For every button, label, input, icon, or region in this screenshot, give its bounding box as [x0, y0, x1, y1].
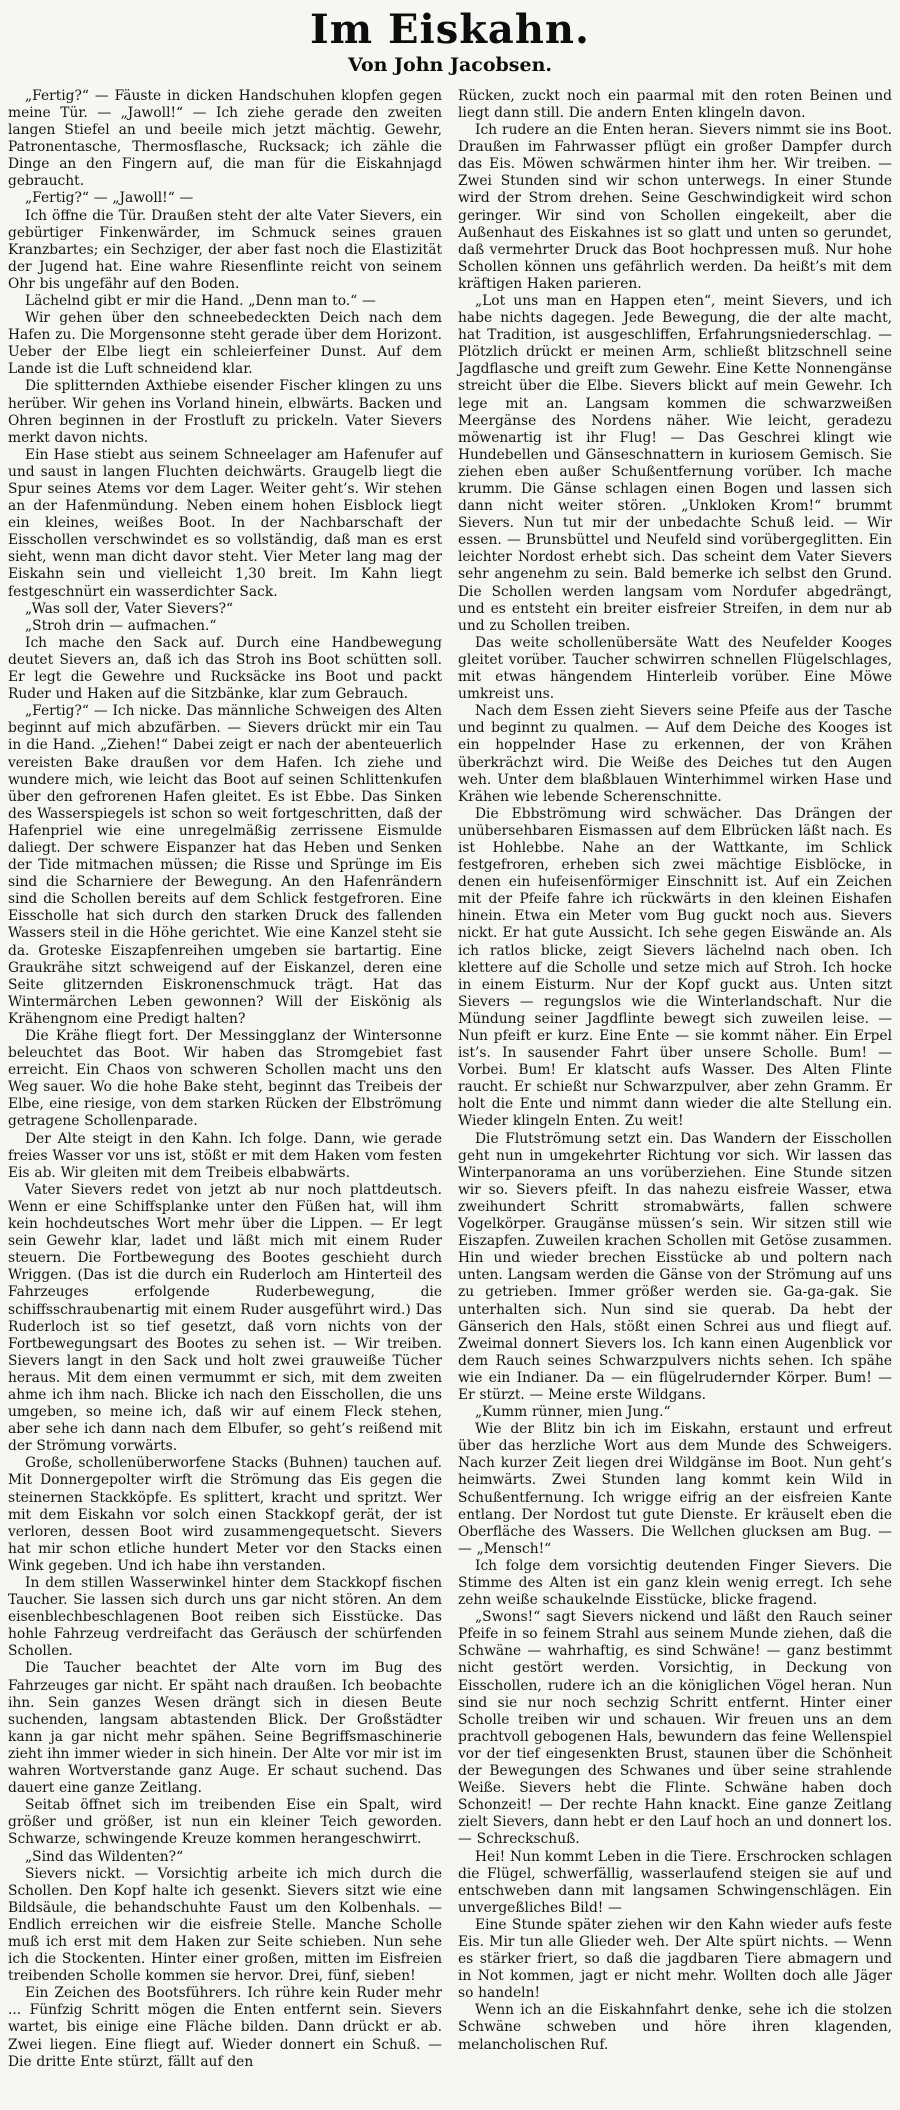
paragraph: Ich rudere an die Enten heran. Sievers nimmt sie ins Boot. Draußen im Fahrwasser pflügt ein großer Dampfer durch das Eis. Möwen schwärmen hinter ihm her. Wir treiben. — Zwei Stunden sind wir schon unterwegs. In einer Stunde wird der Strom drehen. Seine Geschwindigkeit wird schon geringer. Wir sind von Schollen eingekeilt, aber die Außenhaut des Eiskahnes ist so glatt und unten so gerundet, daß vermehrter Druck das Boot hochpressen muß. Nur hohe Schollen können uns gefährlich werden. Da heißt’s mit dem kräftigen Haken parieren. [458, 122, 892, 292]
paragraph: Wir gehen über den schneebedeckten Deich nach dem Hafen zu. Die Morgensonne steht gerade über dem Horizont. Ueber der Elbe liegt ein schleierfeiner Dunst. Auf dem Lande ist die Luft schneidend klar. [8, 310, 442, 378]
paragraph: „Was soll der, Vater Sievers?“ [25, 600, 234, 617]
paragraph: Rücken, zuckt noch ein paarmal mit den roten Beinen und liegt dann still. Die andern Enten klingeln davon. [458, 87, 892, 121]
paragraph: Wenn ich an die Eiskahnfahrt denke, sehe ich die stolzen Schwäne schweben und höre ihren klagenden, melancholischen Ruf. [458, 2002, 892, 2053]
paragraph: „Fertig?“ — „Jawoll!“ — [25, 190, 194, 207]
paragraph: Eine Stunde später ziehen wir den Kahn wieder aufs feste Eis. Mir tun alle Glieder weh. Der Alte spürt nichts. — Wenn es stärker friert, so daß die jagdbaren Tiere abmagern und in Not kommen, jagt er nicht mehr. Wollten doch alle Jäger so handeln! [458, 1916, 892, 2002]
paragraph: Ein Zeichen des Bootsführers. Ich rühre kein Ruder mehr ... Fünfzig Schritt mögen die Enten entfernt sein. Sievers wartet, bis einige eine Fläche bilden. Dann drückt er ab. Zwei liegen. Eine fliegt auf. Wieder donnert ein Schuß. — Die dritte Ente stürzt, fällt auf den [8, 1985, 442, 2070]
paragraph: „Fertig?“ — Fäuste in dicken Handschuhen klopfen gegen meine Tür. — „Jawoll!“ — Ich ziehe gerade den zweiten langen Stiefel an und beeile mich jetzt mächtig. Gewehr, Patronentasche, Thermosflasche, Rucksack; ich zähle die Dinge an den Fingern auf, die man für die Eiskahnjagd gebraucht. [8, 87, 442, 190]
paragraph: Ein Hase stiebt aus seinem Schneelager am Hafenufer auf und saust in langen Fluchten deichwärts. Graugelb liegt die Spur seines Atems vor dem Lager. Weiter geht’s. Wir stehen an der Hafenmündung. Neben einem hohen Eisblock liegt ein kleines, weißes Boot. In der Nachbarschaft der Eisschollen verschwindet es so vollständig, daß man es erst sieht, wenn man dicht davor steht. Vier Meter lang mag der Eiskahn sein und vielleicht 1,30 breit. Im Kahn liegt festgeschnürt ein wasserdichter Sack. [8, 446, 442, 600]
paragraph: Große, schollenüberworfene Stacks (Buhnen) tauchen auf. Mit Donnergepolter wirft die Strömung das Eis gegen die steinernen Stackköpfe. Es splittert, kracht und spritzt. Wer mit dem Eiskahn vor solch einen Stackkopf gerät, der ist verloren, dessen Boot wird zusammengequetscht. Sievers hat mir schon etliche hundert Meter vor den Stacks einen Wink gegeben. Und ich habe ihn verstanden. [8, 1455, 442, 1574]
paragraph: Ich mache den Sack auf. Durch eine Handbewegung deutet Sievers an, daß ich das Stroh ins Boot schütten soll. Er legt die Gewehre und Rucksäcke ins Boot und packt Ruder und Haken auf die Sitzbänke, klar zum Gebrauch. [8, 634, 442, 703]
article-title: Im Eiskahn. [310, 6, 590, 53]
paragraph: „Fertig?“ — Ich nicke. Das männliche Schweigen des Alten beginnt auf mich abzufärben. — Sievers drückt mir ein Tau in die Hand. „Ziehen!“ Dabei zeigt er nach der abenteuerlich vereisten Bake draußen vor dem Hafen. Ich ziehe und wundere mich, wie leicht das Boot auf seinen Schlittenkufen über den gefrorenen Hafen gleitet. Es ist Ebbe. Das Sinken des Wasserspiegels ist schon so weit fortgeschritten, daß der Hafenpriel wie eine unregelmäßig zerrissene Eismulde daliegt. Der schwere Eispanzer hat das Heben und Senken der Tide mitmachen müssen; die Risse und Sprünge im Eis sind die Scharniere der Bewegung. An den Hafenrändern sind die Schollen bereits auf dem Schlick festgefroren. Eine Eisscholle hat sich durch den starken Druck des fallenden Wassers steil in die Höhe gerichtet. Wie eine Kanzel steht sie da. Groteske Eiszapfenreihen umgeben sie bartartig. Eine Graukrähe sitzt schweigend auf der Eiskanzel, deren eine Seite glitzernden Eiskronenschmuck trägt. Hat das Wintermärchen Leben gewonnen? Will der Eiskönig als Krähengnom eine Predigt halten? [8, 703, 442, 1027]
paragraph: Die Ebbströmung wird schwächer. Das Drängen der unübersehbaren Eismassen auf dem Elbrücken läßt nach. Es ist Hohlebbe. Nahe an der Wattkante, im Schlick festgefroren, erheben sich zwei mächtige Eisblöcke, in denen ein hufeisenförmiger Einschnitt ist. Auf ein Zeichen mit der Pfeife fahre ich rückwärts in den kleinen Eishafen hinein. Etwa ein Meter vom Bug guckt noch aus. Sievers nickt. Er hat gute Aussicht. Ich sehe gegen Eiswände an. Als ich ratlos blicke, zeigt Sievers lächelnd nach oben. Ich klettere auf die Scholle und setze mich auf Stroh. Ich hocke in einem Eisturm. Nur der Kopf guckt aus. Unten sitzt Sievers — regungslos wie die Winterlandschaft. Nur die Mündung seiner Jagdflinte bewegt sich zuweilen leise. — Nun pfeift er kurz. Eine Ente — sie kommt näher. Ein Erpel ist’s. In sausender Fahrt über unsere Scholle. Bum! — Vorbei. Bum! Er klatscht aufs Wasser. Des Alten Flinte raucht. Er schießt nur Schwarzpulver, aber zehn Gramm. Er holt die Ente und nimmt dann wieder die alte Stellung ein. Wieder klingeln Enten. Zu weit! [458, 805, 892, 1130]
paragraph: „Swons!“ sagt Sievers nickend und läßt den Rauch seiner Pfeife in so feinem Strahl aus seinem Munde ziehen, daß die Schwäne — wahrhaftig, es sind Schwäne! — ganz bestimmt nicht gestört werden. Vorsichtig, in Deckung von Eisschollen, rudere ich an die königlichen Vögel heran. Nun sind sie nur noch sechzig Schritt entfernt. Hinter einer Scholle treiben wir und schauen. Wir freuen uns an dem prachtvoll gebogenen Hals, bewundern das feine Wellenspiel vor der tief eingesenkten Brust, staunen über die Schönheit der Bewegungen des Schwanes und über seine strahlende Weiße. Sievers hebt die Flinte. Schwäne haben doch Schonzeit! — Der rechte Hahn knackt. Eine ganze Zeitlang zielt Sievers, dann hebt er den Lauf hoch an und donnert los. — Schreckschuß. [458, 1609, 892, 1848]
paragraph: Ich öffne die Tür. Draußen steht der alte Vater Sievers, ein gebürtiger Finkenwärder, im Schmuck seines grauen Kranzbartes; ein Sechziger, der aber fast noch die Elastizität der Jugend hat. Eine wahre Riesenflinte reicht von seinem Ohr bis ungefähr auf den Boden. [8, 207, 442, 292]
paragraph: Wie der Blitz bin ich im Eiskahn, erstaunt und erfreut über das herzliche Wort aus dem Munde des Schweigers. Nach kurzer Zeit liegen drei Wildgänse im Boot. Nun geht’s heimwärts. Zwei Stunden lang kommt kein Wild in Schußentfernung. Ich wrigge eifrig an der eisfreien Kante entlang. Der Nordost tut gute Dienste. Er kräuselt eben die Oberfläche des Wassers. Die Wellchen glucksen am Bug. — — „Mensch!“ [458, 1421, 892, 1557]
paragraph: Seitab öffnet sich im treibenden Eise ein Spalt, wird größer und größer, ist nun ein kleiner Teich geworden. Schwarze, schwingende Kreuze kommen herangeschwirrt. [8, 1797, 442, 1848]
paragraph: Die splitternden Axthiebe eisender Fischer klingen zu uns herüber. Wir gehen ins Vorland hinein, elbwärts. Backen und Ohren beginnen in der Frostluft zu prickeln. Vater Sievers merkt davon nichts. [8, 378, 442, 446]
paragraph: Vater Sievers redet von jetzt ab nur noch plattdeutsch. Wenn er eine Schiffsplanke unter den Füßen hat, will ihm kein hochdeutsches Wort mehr über die Lippen. — Er legt sein Gewehr klar, ladet und läßt mich mit einem Ruder steuern. Die Fortbewegung des Bootes geschieht durch Wriggen. (Das ist die durch ein Ruderloch am Hinterteil des Fahrzeuges erfolgende Ruderbewegung, die schiffsschraubenartig mit einem Ruder ausgeführt wird.) Das Ruderloch ist so tief gesetzt, daß vorn nichts von der Fortbewegungsart des Bootes zu sehen ist. — Wir treiben. Sievers langt in den Sack und holt zwei grauweiße Tücher heraus. Mit dem einen vermummt er sich, mit dem zweiten ahme ich ihm nach. Blicke ich nach den Eisschollen, die uns umgeben, so meine ich, daß wir auf einem Fleck stehen, aber sehe ich dann nach dem Elbufer, so geht’s reißend mit der Strömung vorwärts. [8, 1181, 442, 1455]
article-byline: Von John Jacobsen. [347, 54, 553, 76]
masthead [8, 8, 892, 77]
paragraph: In dem stillen Wasserwinkel hinter dem Stackkopf fischen Taucher. Sie lassen sich durch uns gar nicht stören. An dem eisenblechbeschlagenen Boot reiben sich Eisstücke. Das hohle Fahrzeug verdreifacht das Geräusch der schürfenden Schollen. [8, 1575, 442, 1660]
article-columns [8, 88, 892, 2071]
paragraph: Ich folge dem vorsichtig deutenden Finger Sievers. Die Stimme des Alten ist ein ganz klein wenig erregt. Ich sehe zehn weiße schaukelnde Eisstücke, blicke fragend. [458, 1557, 892, 1609]
paragraph: Die Taucher beachtet der Alte vorn im Bug des Fahrzeuges gar nicht. Er späht nach draußen. Ich beobachte ihn. Sein ganzes Wesen drängt sich in diesen Beute suchenden, langsam abtastenden Blick. Der Großstädter kann ja gar nicht mehr spähen. Seine Begriffsmaschinerie zieht ihn immer wieder in sich hinein. Der Alte vor mir ist im wahren Wortverstande ganz Auge. Er schaut suchend. Das dauert eine ganze Zeitlang. [8, 1660, 442, 1797]
paragraph: Lächelnd gibt er mir die Hand. „Denn man to.“ — [25, 292, 376, 309]
paragraph: Das weite schollenübersäte Watt des Neufelder Kooges gleitet vorüber. Taucher schwirren schnellen Flügelschlages, mit etwas hängendem Hinterleib vorüber. Eine Möwe umkreist uns. [458, 634, 892, 703]
paragraph: Hei! Nun kommt Leben in die Tiere. Erschrocken schlagen die Flügel, schwerfällig, wasserlaufend steigen sie auf und entschweben dann mit langsamen Schwingenschlägen. Ein unvergeßliches Bild! — [458, 1848, 892, 1916]
paragraph: Die Krähe fliegt fort. Der Messingglanz der Wintersonne beleuchtet das Boot. Wir haben das Stromgebiet fast erreicht. Ein Chaos von schweren Schollen macht uns den Weg sauer. Wo die hohe Bake steht, beginnt das Treibeis der Elbe, eine riesige, von dem starken Rücken der Elbströmung getragene Schollenparade. [8, 1028, 442, 1130]
paragraph: „Sind das Wildenten?“ [25, 1848, 184, 1865]
paragraph: Nach dem Essen zieht Sievers seine Pfeife aus der Tasche und beginnt zu qualmen. — Auf dem Deiche des Kooges ist ein hoppelnder Hase zu erkennen, der von Krähen überkrächzt wird. Die Weiße des Deiches tut den Augen weh. Unter dem blaßblauen Winterhimmel wirken Hase und Krähen wie lebende Scherenschnitte. [458, 703, 892, 805]
column-left [8, 88, 442, 2071]
paragraph: „Kumm rünner, mien Jung.“ [475, 1404, 671, 1421]
paragraph: „Stroh drin — aufmachen.“ [25, 617, 217, 634]
paragraph: „Lot uns man en Happen eten“, meint Sievers, und ich habe nichts dagegen. Jede Bewegung, die der alte macht, hat Tradition, ist ausgeschliffen, Erfahrungsniederschlag. — Plötzlich drückt er meinen Arm, schließt blitzschnell seine Jagdflasche und greift zum Gewehr. Eine Kette Nonnengänse streicht über die Elbe. Sievers blickt auf mein Gewehr. Ich lege mit an. Langsam kommen die schwarzweißen Meergänse des Nordens näher. Wie leicht, geradezu möwenartig ist ihr Flug! — Das Geschrei klingt wie Hundebellen und Gänseschnattern in kuriosem Gemisch. Sie ziehen eben außer Schußentfernung vorüber. Ich mache krumm. Die Gänse schlagen einen Bogen und lassen sich dann nicht weiter stören. „Unkloken Krom!“ brummt Sievers. Nun tut mir der unbedachte Schuß leid. — Wir essen. — Brunsbüttel und Neufeld sind vorübergeglitten. Ein leichter Nordost erhebt sich. Das scheint dem Vater Sievers sehr angenehm zu sein. Bald bemerke ich selbst den Grund. Die Schollen werden langsam vom Nordufer abgedrängt, und es entsteht ein breiter eisfreier Streifen, in dem nur ab und zu Schollen treiben. [458, 292, 892, 634]
paragraph: Der Alte steigt in den Kahn. Ich folge. Dann, wie gerade freies Wasser vor uns ist, stößt er mit dem Haken vom festen Eis ab. Wir gleiten mit dem Treibeis elbabwärts. [8, 1130, 442, 1181]
paragraph: Sievers nickt. — Vorsichtig arbeite ich mich durch die Schollen. Den Kopf halte ich gesenkt. Sievers sitzt wie eine Bildsäule, die behandschuhte Faust um den Kolbenhals. — Endlich erreichen wir die eisfreie Stelle. Manche Scholle muß ich erst mit dem Haken zur Seite schieben. Nun sehe ich die Stockenten. Hinter einer großen, mitten im Eisfreien treibenden Scholle kommen sie hervor. Drei, fünf, sieben! [8, 1865, 442, 1985]
column-right [458, 88, 892, 2054]
paragraph: Die Flutströmung setzt ein. Das Wandern der Eisschollen geht nun in umgekehrter Richtung vor sich. Wir lassen das Winterpanorama an uns vorüberziehen. Eine Stunde sitzen wir so. Sievers pfeift. In das nahezu eisfreie Wasser, etwa zweihundert Schritt stromabwärts, fallen schwere Vogelkörper. Graugänse müssen’s sein. Wir sitzen still wie Eiszapfen. Zuweilen krachen Schollen mit Getöse zusammen. Hin und wieder brechen Eisstücke ab und poltern nach unten. Langsam werden die Gänse von der Strömung auf uns zu getrieben. Immer größer werden sie. Ga-ga-gak. Sie unterhalten sich. Nun sind sie querab. Da hebt der Gänserich den Hals, stößt einen Schrei aus und fliegt auf. Zweimal donnert Sievers los. Ich kann einen Augenblick vor dem Rauch seines Schwarzpulvers nichts sehen. Ich spähe wie ein Indianer. Da — ein flügelrudernder Körper. Bum! — Er stürzt. — Meine erste Wildgans. [458, 1130, 892, 1403]
